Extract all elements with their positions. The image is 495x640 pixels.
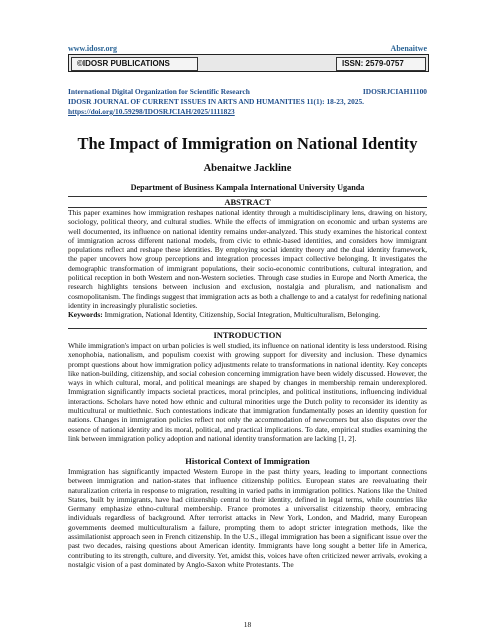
publication-bar <box>68 54 429 72</box>
organization-name: International Digital Organization for Scientific Research <box>68 87 250 96</box>
introduction-text: While immigration's impact on urban policies is well studied, its influence on national identity is less understood. Rising xenophobia, nationalism, and populism coexist with growing support for diversity and inclusion. These dynamics prompt questions about how immigration policy adjustments relate to transformations in national identity. Key concepts like nation-building, citizenship, and social cohesion concerning immigration have been widely discussed. However, the ways in which cultural, moral, and political meanings are shaped by changes in membership remain underexplored. Immigration significantly impacts societal practices, moral principles, and political institutions, influencing individual interactions. Scholars have noted how ethnic and cultural minorities urge the Dutch polity to reconsider its identity as multicultural or multiethnic. Such contestations indicate that immigration fundamentally poses an identity question for nations. Changes in immigration policies reflect not only the accommodation of newcomers but also disputes over the essence of national identity and its moral, political, and practical implications. To date, empirical studies examining the link between immigration policy adoption and national identity transformation are lacking [1, 2]. <box>68 341 427 443</box>
journal-code: IDOSRJCIAH11100 <box>362 87 427 96</box>
journal-meta <box>68 87 427 117</box>
abstract-heading: ABSTRACT <box>224 197 271 207</box>
introduction-heading: INTRODUCTION <box>213 330 282 340</box>
introduction-body <box>68 341 427 443</box>
historical-text: Immigration has significantly impacted Western Europe in the past thirty years, leading to important connections between immigration and nation-states that influence citizenship politics. European states are reevaluating their naturalization criteria in response to migration, resulting in varied paths in immigration politics. Nations like the United States, built by immigrants, have had citizenship central to their identity, defined in legal terms, while countries like Germany emphasize ethno-cultural membership. France promotes a universalist citizenship theory, embracing individuals regardless of background. After terrorist attacks in New York, London, and Madrid, many European governments deemed multiculturalism a failure, prompting them to adopt stricter integration methods, like the assimilationist approach seen in French citizenship. In the U.S., illegal immigration has been a significant issue over the past two decades, raising questions about American identity. Immigrants have long sought a better life in America, contributing to its strength, culture, and diversity. Yet, amidst this, voices have often criticized newer arrivals, evoking a nostalgic vision of a past dominated by Anglo-Saxon white Protestants. The <box>68 467 427 569</box>
website-link[interactable]: www.idosr.org <box>68 44 118 53</box>
abstract-body <box>68 208 427 320</box>
page-number: 18 <box>243 620 252 629</box>
publisher-label: ©IDOSR PUBLICATIONS <box>71 57 198 71</box>
top-header-line <box>68 44 427 53</box>
issn-label: ISSN: 2579-0757 <box>336 57 426 71</box>
keywords <box>68 310 427 319</box>
doi-link[interactable]: https://doi.org/10.59298/IDOSRJCIAH/2025/1111823 <box>68 107 235 116</box>
department: Department of Business Kampala International University Uganda <box>130 183 365 192</box>
divider <box>68 328 427 329</box>
journal-line: IDOSR JOURNAL OF CURRENT ISSUES IN ARTS AND HUMANITIES 11(1): 18-23, 2025. <box>68 97 365 106</box>
author-name: Abenaitwe Jackline <box>203 163 292 174</box>
paper-title: The Impact of Immigration on National Identity <box>77 134 418 153</box>
author-running-head: Abenaitwe <box>390 44 427 53</box>
org-row <box>68 87 427 97</box>
keywords-list: Immigration, National Identity, Citizenship, Social Integration, Multiculturalism, Belonging. <box>104 310 381 320</box>
historical-heading: Historical Context of Immigration <box>185 456 310 466</box>
abstract-text: This paper examines how immigration reshapes national identity through a multidisciplinary lens, drawing on history, sociology, political theory, and cultural studies. While the effects of immigration on economic and urban systems are well documented, its influence on national identity remains under-analyzed. This study examines the historical context of immigration across different national models, from civic to ethnic-based identities, and considers how immigrant populations reflect and reshape these identities. By employing social identity theory and the dual identity framework, the paper uncovers how group perceptions and integration processes impact collective belonging. It investigates the demographic transformation of immigrant populations, their socio-economic contributions, cultural integration, and political reception in both Western and non-Western societies. Through case studies in Europe and North America, the research highlights tensions between inclusion and exclusion, nostalgia and pluralism, and nationalism and cosmopolitanism. The findings suggest that immigration acts as both a challenge to and a catalyst for redefining national identity in increasingly pluralistic societies. <box>68 208 427 310</box>
keywords-label: Keywords: <box>68 310 103 320</box>
historical-body <box>68 467 427 569</box>
